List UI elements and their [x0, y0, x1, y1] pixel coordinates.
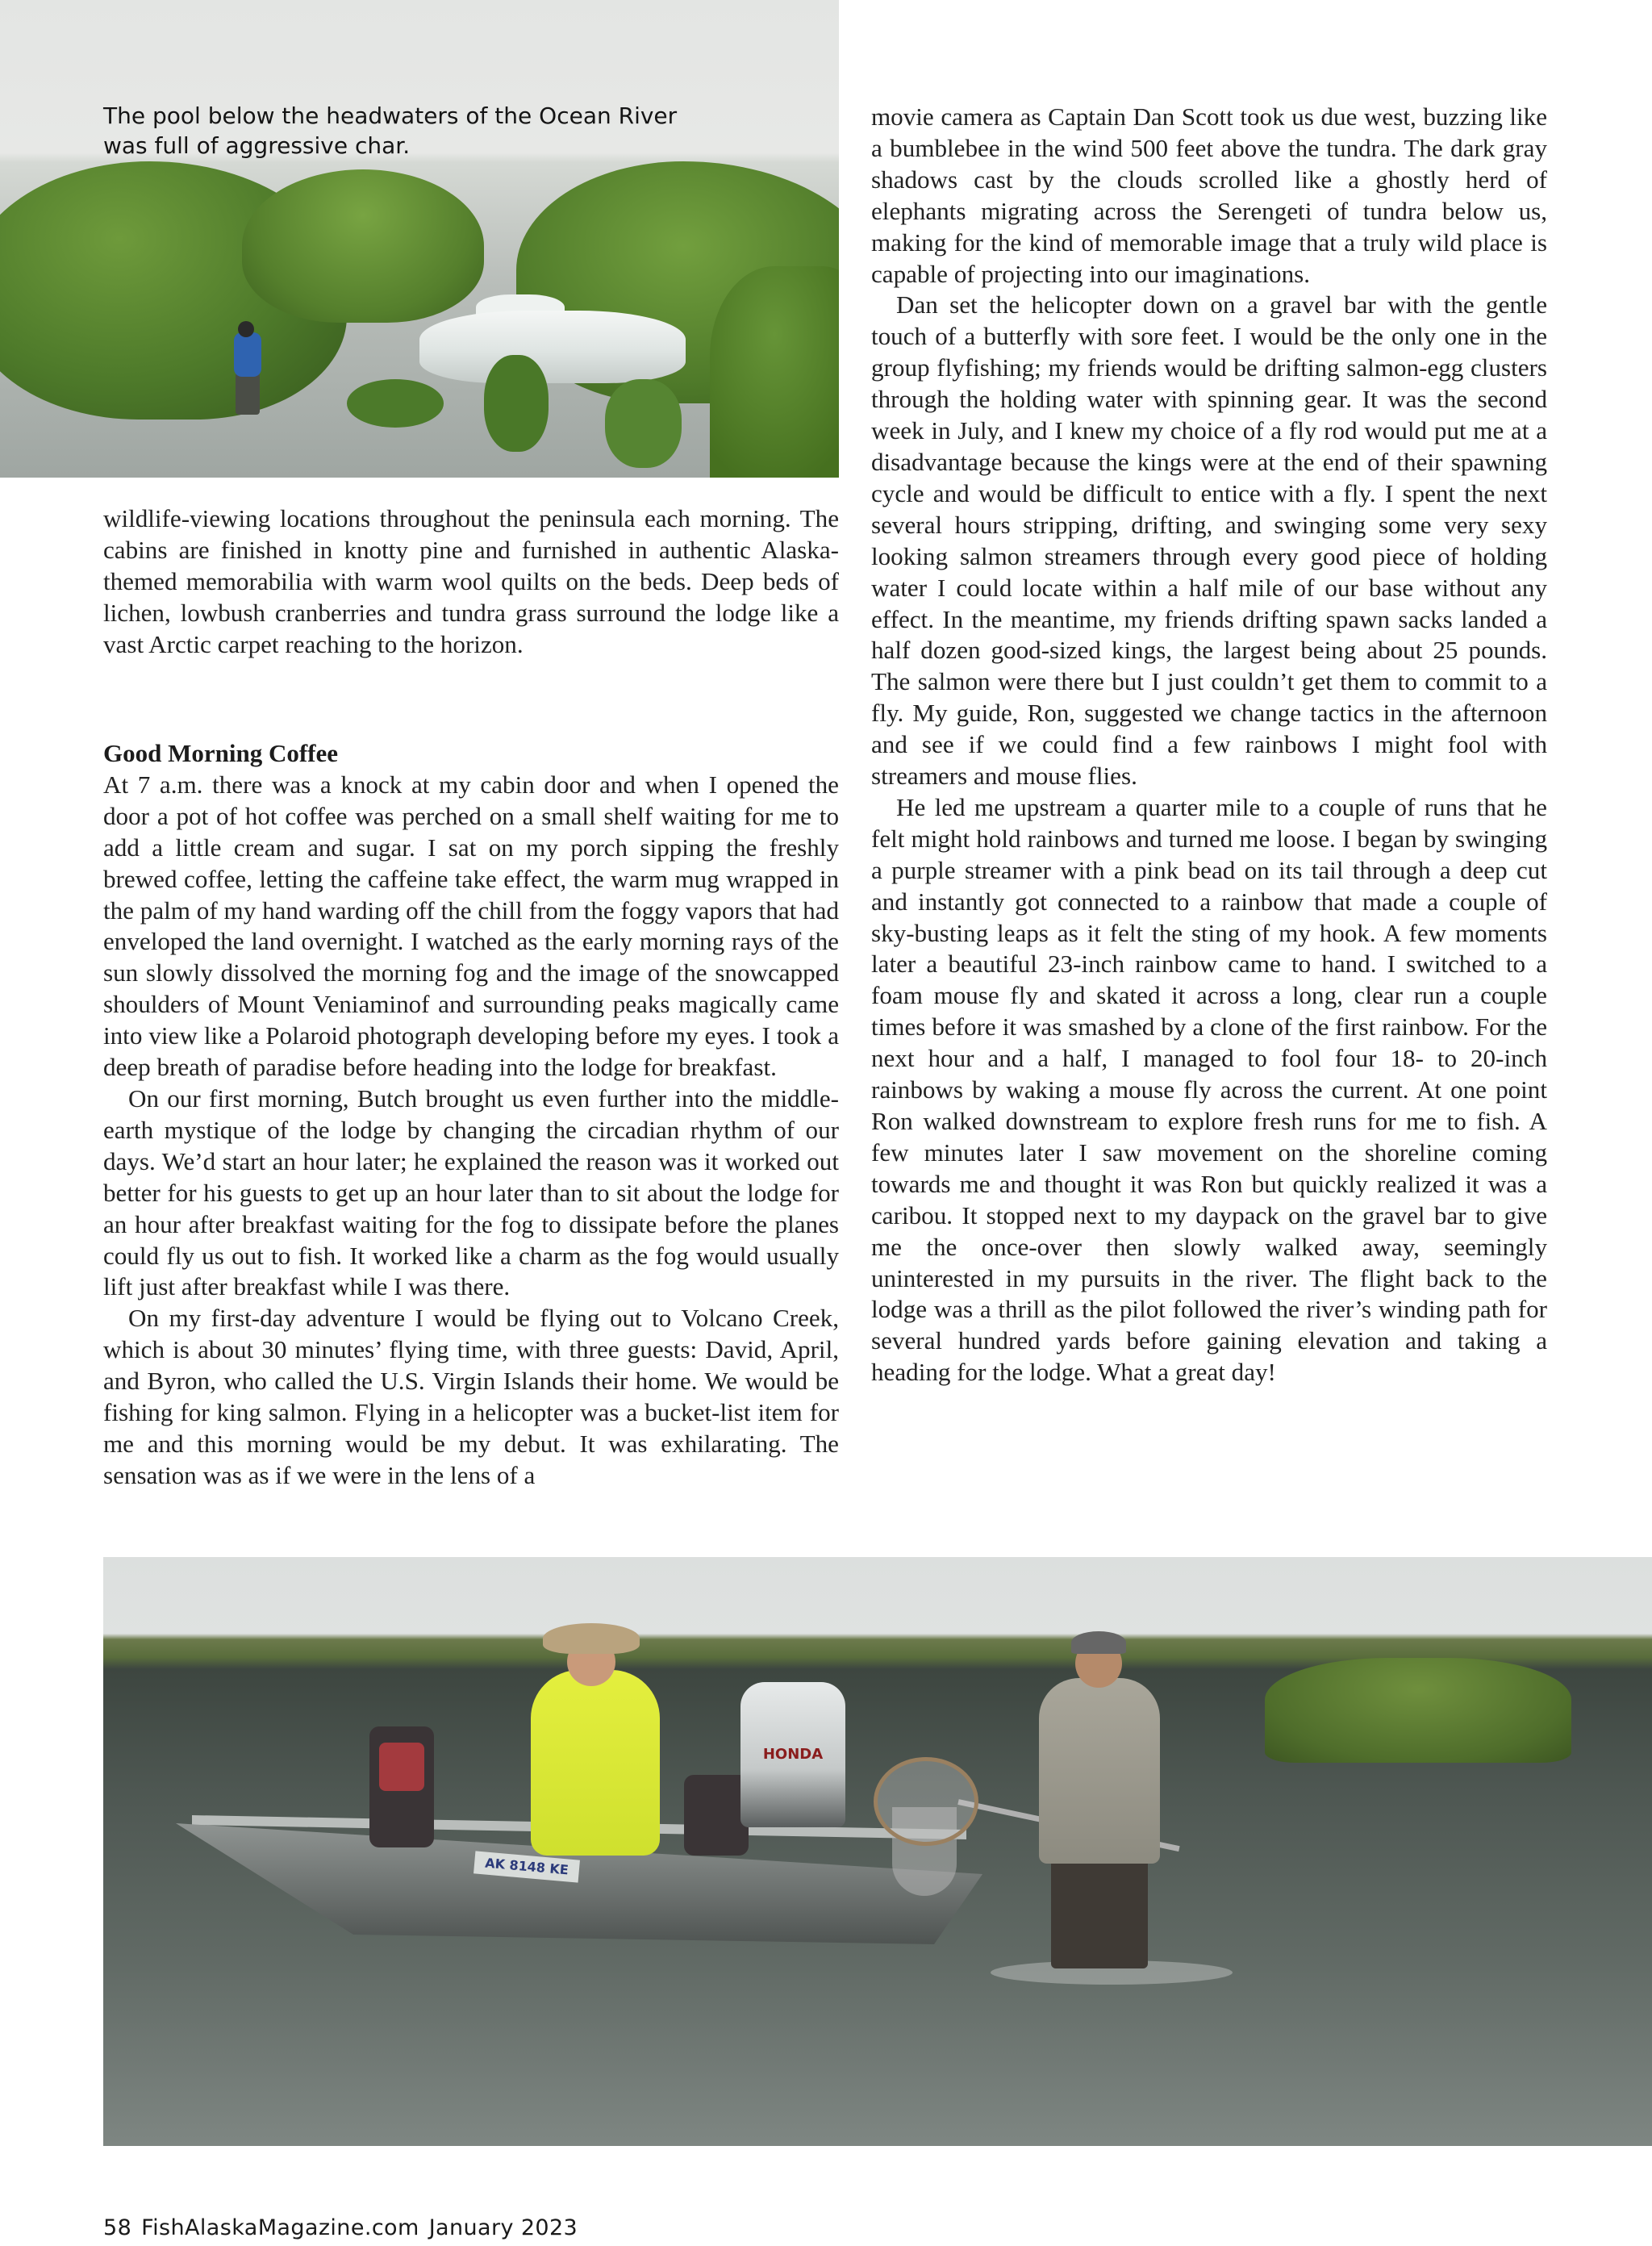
- photo-shrub: [1265, 1658, 1571, 1763]
- photo-guide: [1051, 1856, 1148, 1968]
- photo-guide: [1039, 1678, 1160, 1864]
- article-paragraph: On our first morning, Butch brought us even further into the middle-earth mystique of the lodge by changing the circadian rhythm of our days. We’d start an hour later; he explained the reason was it worked out better for his guests to get up an hour later than to sit about the lodge for an hour after breakfast waiting for the fog to dissipate before the planes could fly us out to fish. It worked like a charm as the fog would usually lift just after breakfast while I was there.: [103, 1083, 839, 1301]
- article-column-left-top: [103, 503, 839, 661]
- article-paragraph: On my first-day adventure I would be flying out to Volcano Creek, which is about 30 minutes’ flying time, with three guests: David, April, and Byron, who called the U.S. Virgin Islands their home. We would be fishing for king salmon. Flying in a helicopter was a bucket-list item for me and this morning would be my debut. It was exhilarating. The sensation was as if we were in the lens of a: [103, 1304, 839, 1489]
- photo-guest-hat: [543, 1623, 640, 1654]
- article-column-left-bottom: [103, 738, 839, 1492]
- photo-hill: [710, 266, 839, 478]
- photo-hill: [242, 169, 484, 323]
- photo-angler: [234, 332, 261, 377]
- photo-waterfall: [419, 311, 686, 383]
- photo-outboard-motor: HONDA: [740, 1682, 845, 1827]
- photo-guest-angler: [531, 1670, 660, 1856]
- article-paragraph: Dan set the helicopter down on a gravel bar with the gentle touch of a butterfly with sore feet. I would be the only one in the group flyfishing; my friends would be drifting salmon-egg clusters through the holding water with spinning gear. It was the second week in July, and I knew my choice of a fly rod would put me at a disadvantage because the kings were at the end of their spawning cycle and would be difficult to entice with a fly. I spent the next several hours stripping, drifting, and swinging some very sexy looking salmon streamers through every good piece of holding water I could locate within a half mile of our base without any effect. In the meantime, my friends drifting spawn sacks landed a half dozen good-sized kings, the largest being about 25 pounds. The salmon were there but I just couldn’t get them to commit to a fly. My guide, Ron, suggested we change tactics in the afternoon and see if we could find a few rainbows I might fool with streamers and mouse flies.: [871, 290, 1547, 791]
- photo-guide-cap: [1071, 1631, 1126, 1654]
- photo-shrub: [347, 379, 444, 428]
- article-paragraph: wildlife-viewing locations throughout the peninsula each morning. The cabins are finished in knotty pine and furnished in authentic Alaska-themed memorabilia with warm wool quilts on the beds. Deep beds of lichen, lowbush cranberries and tundra grass surround the lodge like a vast Arctic carpet reaching to the horizon.: [103, 504, 839, 658]
- photo-boat-registration: AK 8148 KE: [473, 1851, 580, 1882]
- photo-shrub: [605, 379, 682, 468]
- photo-angler: [236, 373, 260, 415]
- article-column-right: [871, 102, 1547, 1388]
- section-heading: Good Morning Coffee: [103, 739, 339, 767]
- magazine-site: FishAlaskaMagazine.com: [141, 2215, 419, 2240]
- article-paragraph: At 7 a.m. there was a knock at my cabin door and when I opened the door a pot of hot coffee was perched on a small shelf waiting for me to add a little cream and sugar. I sat on my porch sipping the freshly brewed coffee, letting the caffeine take effect, the warm mug wrapped in the palm of my hand warding off the chill from the foggy vapors that had enveloped the land overnight. I watched as the early morning rays of the sun slowly dissolved the morning fog and the image of the snowcapped shoulders of Mount Veniaminof and surrounding peaks magically came into view like a Polaroid photograph developing before my eyes. I took a deep breath of paradise before heading into the lodge for breakfast.: [103, 770, 839, 1082]
- photo-boat-seat: [684, 1775, 749, 1856]
- photo-angler: [238, 321, 254, 337]
- photo-ocean-river-pool: [0, 0, 839, 478]
- article-paragraph: He led me upstream a quarter mile to a couple of runs that he felt might hold rainbows and turned me loose. I began by swinging a purple streamer with a pink bead on its tail through a deep cut and instantly got connected to a rainbow that made a couple of sky-busting leaps as it felt the sting of my hook. A few moments later a beautiful 23-inch rainbow came to hand. I switched to a foam mouse fly and skated it across a long, clear run a couple times before it was smashed by a clone of the first rainbow. For the next hour and a half, I managed to fool four 18- to 20-inch rainbows by waking a mouse fly across the current. At one point Ron walked downstream to explore fresh runs for me to fish. A few minutes later I saw movement on the shoreline coming towards me and thought it was Ron but quickly realized it was a caribou. It stopped next to my daypack on the gravel bar to give me the once-over then slowly walked away, seemingly uninterested in my pursuits in the river. The flight back to the lodge was a thrill as the pilot followed the river’s winding path for several hundred yards before gaining elevation and taking a heading for the lodge. What a great day!: [871, 792, 1547, 1387]
- photo-landing-char: [103, 1557, 1652, 2146]
- photo-landing-net: [874, 1757, 978, 1846]
- photo-boat-seat: [379, 1743, 424, 1791]
- page-footer: [103, 2214, 587, 2243]
- article-paragraph: movie camera as Captain Dan Scott took us due west, buzzing like a bumblebee in the wind 500 feet above the tundra. The dark gray shadows cast by the clouds scrolled like a ghostly herd of elephants migrating across the Serengeti of tundra below us, making for the kind of memorable image that a truly wild place is capable of projecting into our imaginations.: [871, 102, 1547, 288]
- issue-date: January 2023: [428, 2215, 578, 2240]
- photo-shrub: [484, 355, 549, 452]
- page-number: 58: [103, 2215, 132, 2240]
- photo-caption-top: The pool below the headwaters of the Ocean River was full of aggressive char.: [103, 102, 678, 159]
